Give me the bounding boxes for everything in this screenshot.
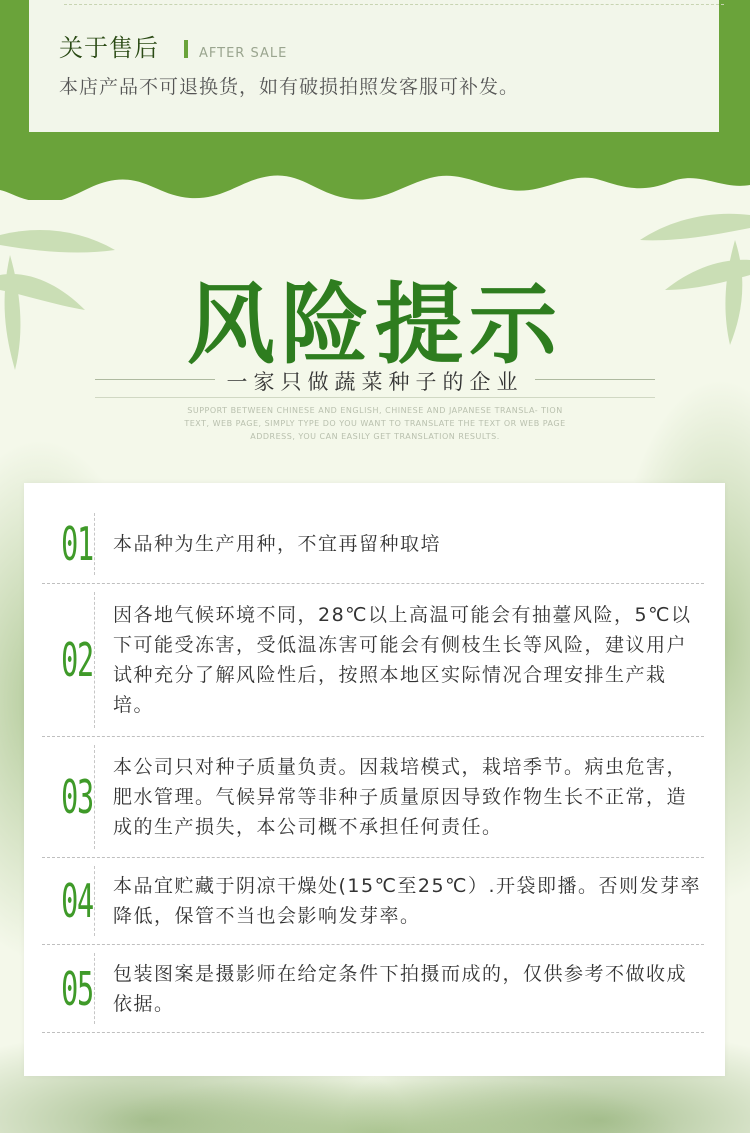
after-sale-card xyxy=(29,0,719,132)
risk-list-card xyxy=(24,483,725,1076)
risk-item-text: 本公司只对种子质量负责。因栽培模式，栽培季节。病虫危害，肥水管理。气候异常等非种子质量原因导致作物生长不正常，造成的生产损失，本公司概不承担任何责任。 xyxy=(113,756,688,838)
risk-item-separator xyxy=(94,866,95,936)
risk-item-text: 本品种为生产用种，不宜再留种取培 xyxy=(113,533,442,555)
risk-item-number: 04 xyxy=(61,874,93,928)
risk-item xyxy=(42,858,704,945)
risk-item-number: 03 xyxy=(61,770,93,824)
risk-item-text: 包装图案是摄影师在给定条件下拍摄而成的，仅供参考不做收成依据。 xyxy=(113,962,688,1015)
after-sale-title: 关于售后 xyxy=(59,34,159,62)
risk-title: 风险提示 xyxy=(186,273,563,376)
risk-item-number: 02 xyxy=(61,633,93,687)
risk-item xyxy=(42,945,704,1033)
risk-item xyxy=(42,505,704,584)
after-sale-body: 本店产品不可退换货，如有破损拍照发客服可补发。 xyxy=(59,76,520,98)
risk-item xyxy=(42,584,704,737)
subtitle-underline xyxy=(95,397,655,398)
risk-item xyxy=(42,737,704,858)
risk-subtitle: 一家只做蔬菜种子的企业 xyxy=(226,370,524,394)
risk-item-separator xyxy=(94,513,95,575)
after-sale-english-title: AFTER SALE xyxy=(199,46,288,61)
risk-item-separator xyxy=(94,592,95,728)
risk-item-number: 01 xyxy=(61,517,93,571)
risk-item-text: 因各地气候环境不同，28℃以上高温可能会有抽薹风险，5℃以下可能受冻害，受低温冻害可能会有侧枝生长等风险，建议用户试种充分了解风险性后，按照本地区实际情况合理安排生产栽培。 xyxy=(113,604,692,716)
dotted-divider xyxy=(64,4,724,5)
risk-item-separator xyxy=(94,745,95,849)
risk-item-number: 05 xyxy=(61,961,93,1016)
risk-item-text: 本品宜贮藏于阴凉干燥处(15℃至25℃）.开袋即播。否则发芽率降低，保管不当也会影响发芽率。 xyxy=(113,875,701,927)
risk-item-separator xyxy=(94,953,95,1024)
title-accent-bar xyxy=(184,40,188,58)
english-note: SUPPORT BETWEEN CHINESE AND ENGLISH, CHINESE AND JAPANESE TRANSLA- TION TEXT, WEB PAGE, SIMPLY TYPE DO YOU WANT TO TRANSLATE THE TEXT OR WEB PAGE ADDRESS, YOU CAN EASILY GET TRANSLATION RESULTS. xyxy=(184,406,566,441)
